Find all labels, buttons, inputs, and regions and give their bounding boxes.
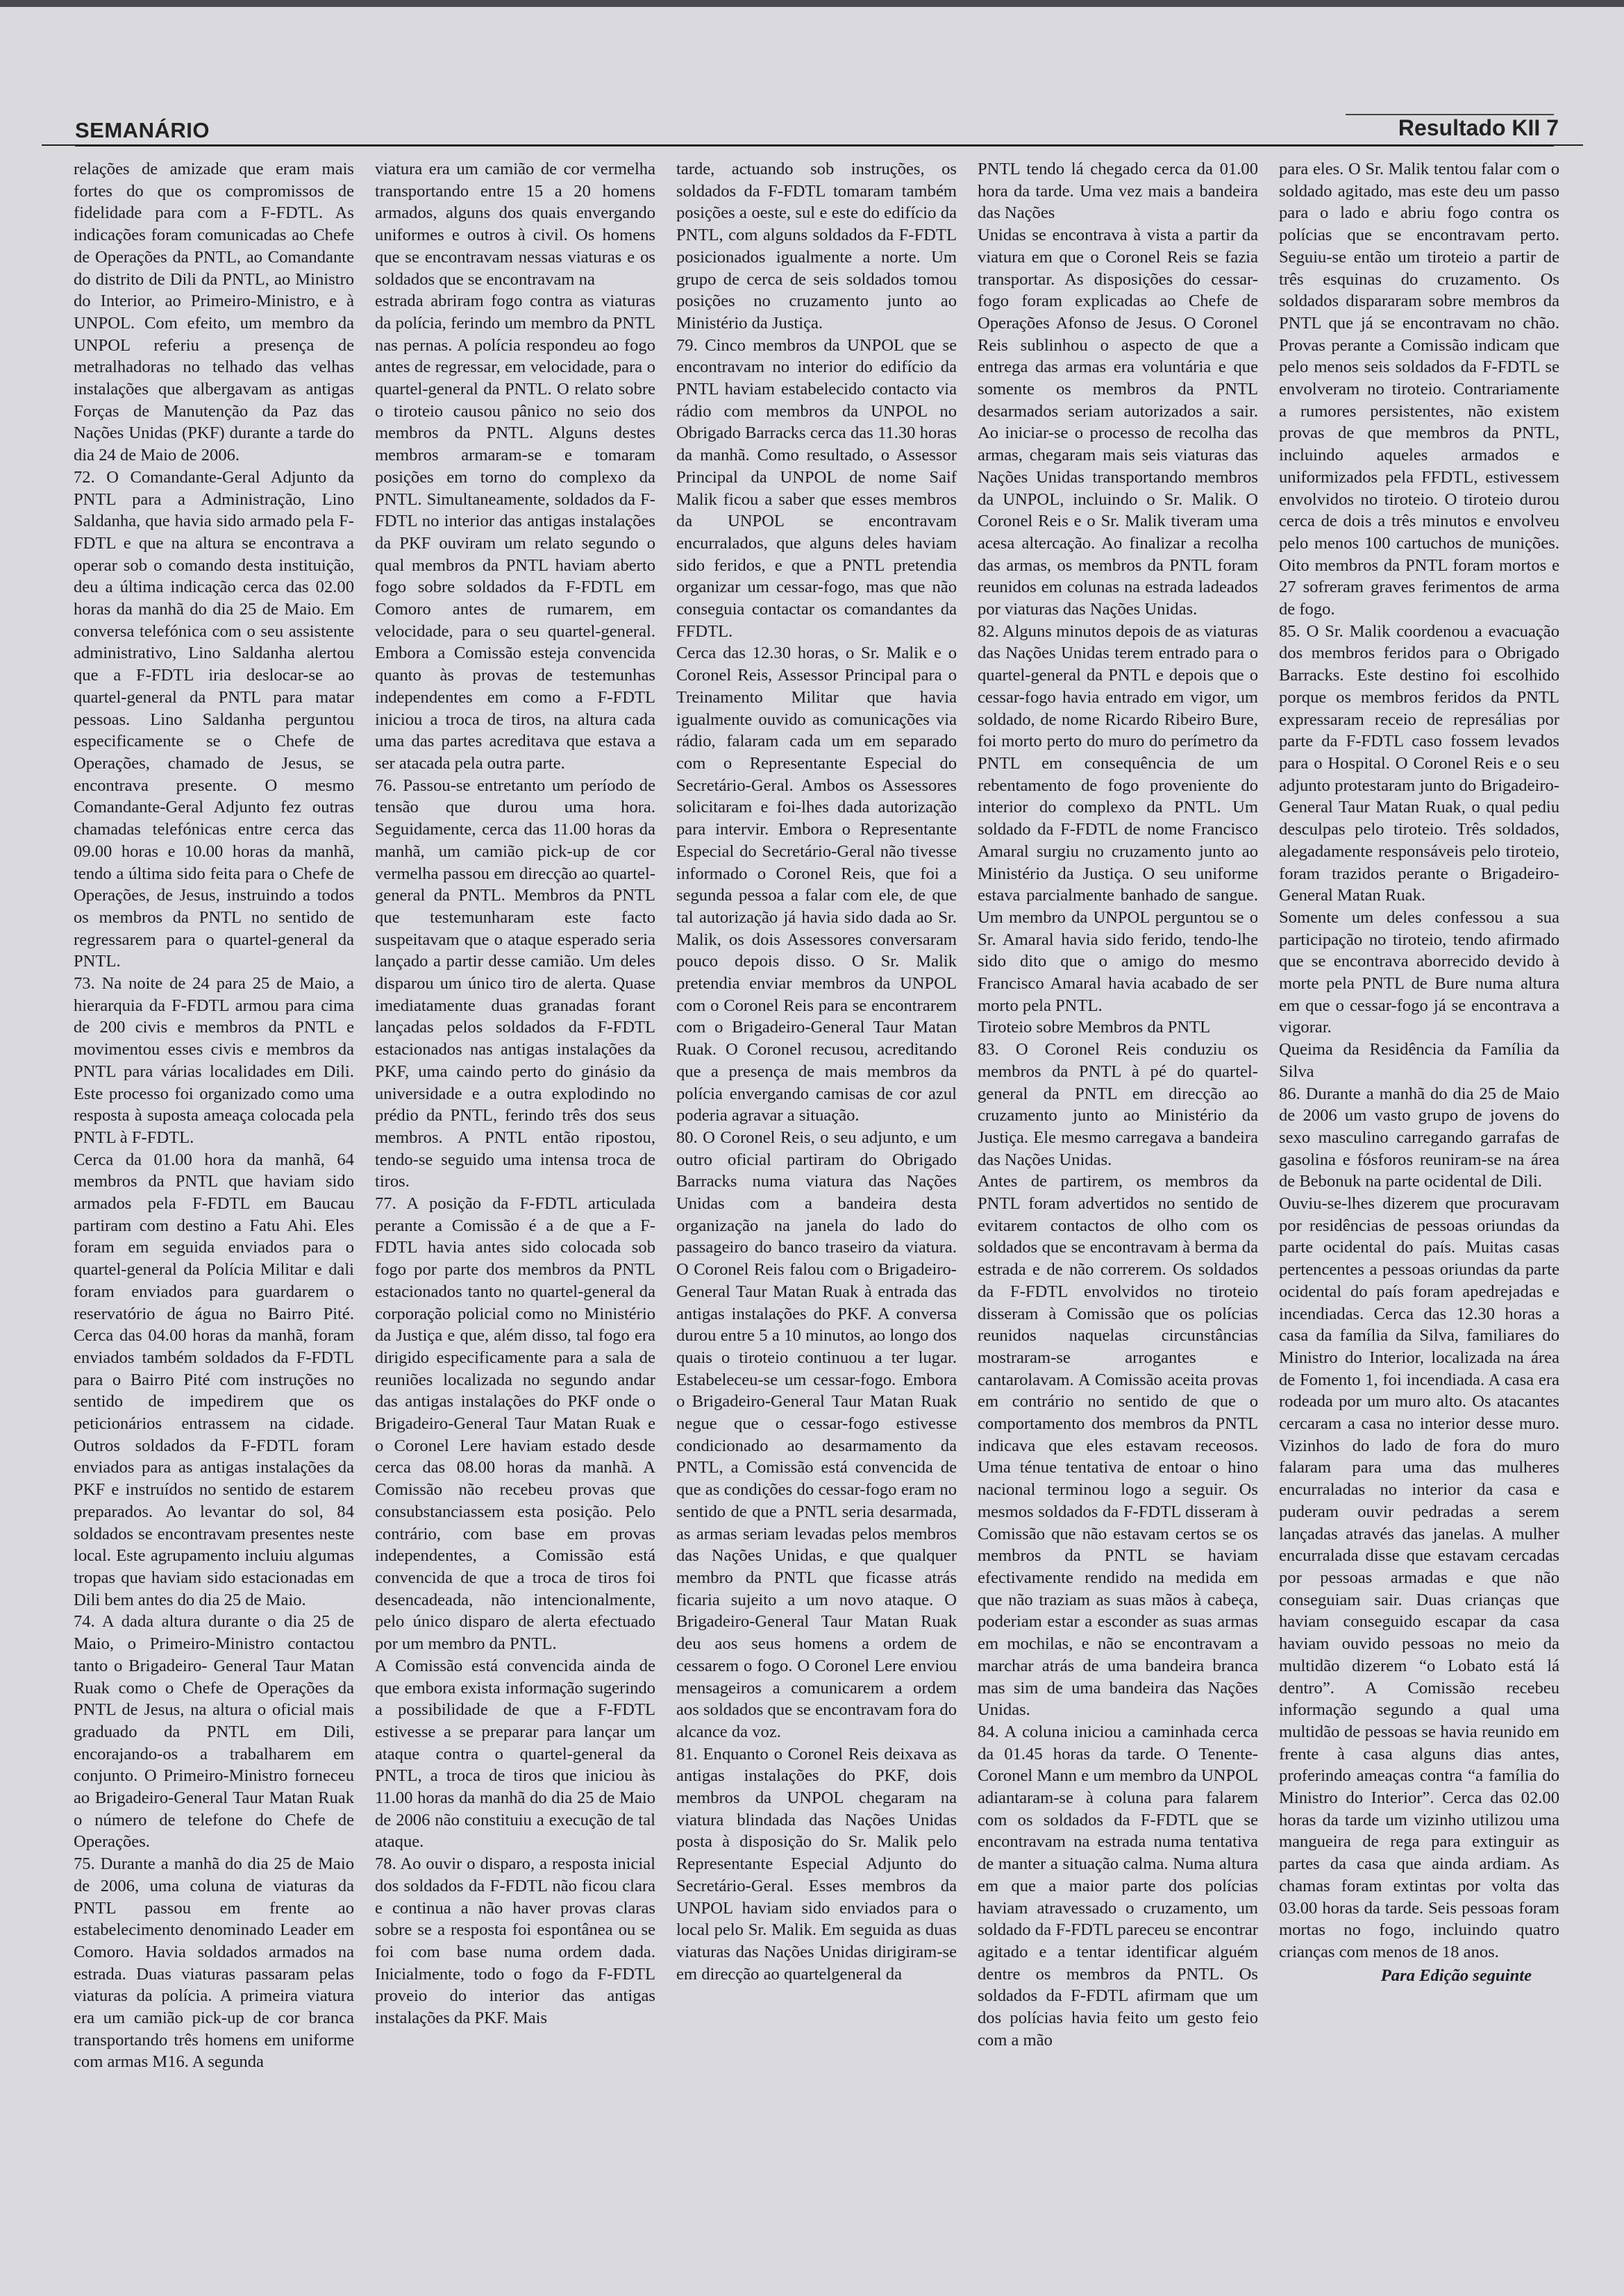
paragraph: 82. Alguns minutos depois de as viaturas das Nações Unidas terem entrado para o quartel-general da PNTL e depois que o cessar-fogo havia entrado em vigor, um soldado, de nome Ricardo Ribeiro Bure, foi morto perto do muro do perímetro da PNTL em consequência de um rebentamento de fogo proveniente do interior do complexo da PNTL. Um soldado da F-FDTL de nome Francisco Amaral surgiu no cruzamento junto ao Ministério da Justiça. O seu uniforme estava parcialmente banhado de sangue. Um membro da UNPOL perguntou se o Sr. Amaral havia sido ferido, tendo-lhe sido dito que o amigo do mesmo Francisco Amaral havia acabado de ser morto pela PNTL. [978,621,1258,1015]
header-rule [75,144,1554,146]
paragraph: 84. A coluna iniciou a caminhada cerca da 01.45 horas da tarde. O Tenente-Coronel Mann e um membro da UNPOL adiantaram-se à coluna para falarem com os soldados da F-FDTL que se encontravam na estrada numa tentativa de manter a situação calma. Numa altura em que a maior parte dos polícias haviam atravessado o cruzamento, um soldado da F-FDTL pareceu se encontrar agitado e a tentar identificar alguém dentre os membros da PNTL. Os soldados da F-FDTL afirmam que um dos polícias havia feito um gesto feio com a mão [978,1722,1258,2050]
paragraph: relações de amizade que eram mais fortes do que os compromissos de fidelidade para com a F-FDTL. As indicações foram comunicadas ao Chefe de Operações da PNTL, ao Comandante do distrito de Dili da PNTL, ao Ministro do Interior, ao Primeiro-Ministro, e à UNPOL. Com efeito, um membro da UNPOL referiu a presença de metralhadoras no telhado das velhas instalações que albergavam as antigas Forças de Manutenção da Paz das Nações Unidas (PKF) durante a tarde do dia 24 de Maio de 2006. [74,160,354,465]
paragraph: 80. O Coronel Reis, o seu adjunto, e um outro oficial partiram do Obrigado Barracks numa viatura das Nações Unidas com a bandeira desta organização na janela do lado do passageiro do banco traseiro da viatura. O Coronel Reis falou com o Brigadeiro-General Taur Matan Ruak à entrada das antigas instalações do PKF. A conversa durou entre 5 a 10 minutos, ao longo dos quais o tiroteio continuou a ter lugar. Estabeleceu-se um cessar-fogo. Embora o Brigadeiro-General Taur Matan Ruak negue que o cessar-fogo estivesse condicionado ao desarmamento da PNTL, a Comissão está convencida de que as condições do cessar-fogo eram no sentido de que a PNTL seria desarmada, as armas seriam levadas pelos membros das Nações Unidas, e que qualquer membro da PNTL que ficasse atrás ficaria sujeito a um novo ataque. O Brigadeiro-General Taur Matan Ruak deu aos seus homens a ordem de cessarem o fogo. O Coronel Lere enviou mensageiros a comunicarem a ordem aos soldados que se encontravam fora do alcance da voz. [676,1128,957,1741]
paragraph: 83. O Coronel Reis conduziu os membros da PNTL à pé do quartel-general da PNTL em direcção ao cruzamento junto ao Ministério da Justiça. Ele mesmo carregava a bandeira das Nações Unidas. [978,1040,1258,1169]
paragraph: 78. Ao ouvir o disparo, a resposta inicial dos soldados da F-FDTL não ficou clara e continua a não haver provas claras sobre se a resposta foi espontânea ou se foi com base numa ordem dada. Inicialmente, todo o fogo da F-FDTL proveio do interior das antigas instalações da PKF. Mais [375,1854,655,2028]
paragraph: Queima da Residência da Família da Silva [1279,1040,1559,1081]
column-3 [676,158,957,2213]
paragraph: Antes de partirem, os membros da PNTL foram advertidos no sentido de evitarem contactos de olho com os soldados que se encontravam à berma da estrada e de não correrem. Os soldados da F-FDTL envolvidos no tiroteio disseram à Comissão que os polícias reunidos naquelas circunstâncias mostraram-se arrogantes e cantarolavam. A Comissão aceita provas em contrário no sentido de que o comportamento dos membros da PNTL indicava que eles estavam receosos. Uma ténue tentativa de entoar o hino nacional terminou logo a seguir. Os mesmos soldados da F-FDTL disseram à Comissão que não estavam certos se os membros da PNTL se haviam efectivamente rendido na medida em que não traziam as suas mãos à cabeça, poderiam estar a esconder as suas armas em mochilas, e não se encontravam a marchar atrás de uma bandeira branca mas sim de uma bandeira das Nações Unidas. [978,1172,1258,1720]
page-header [0,111,1624,160]
paragraph: A Comissão está convencida ainda de que embora exista informação sugerindo a possibilidade de que a F-FDTL estivesse a se preparar para lançar um ataque contra o quartel-general da PNTL, a troca de tiros que iniciou às 11.00 horas da manhã do dia 25 de Maio de 2006 não constituiu a execução de tal ataque. [375,1656,655,1852]
paragraph: tarde, actuando sob instruções, os soldados da F-FDTL tomaram também posições a oeste, sul e este do edifício da PNTL, com alguns soldados da F-FDTL posicionados igualmente a norte. Um grupo de cerca de seis soldados tomou posições no cruzamento junto ao Ministério da Justiça. [676,160,957,333]
header-rule-left [42,144,75,146]
paragraph: estrada abriram fogo contra as viaturas da polícia, ferindo um membro da PNTL nas pernas. A polícia respondeu ao fogo antes de regressar, em velocidade, para o quartel-general da PNTL. O relato sobre o tiroteio causou pânico no seio dos membros da PNTL. Alguns destes membros armaram-se e tomaram posições em torno do complexo da PNTL. Simultaneamente, soldados da F-FDTL no interior das antigas instalações da PKF ouviram um relato segundo o qual membros da PNTL haviam aberto fogo sobre soldados da F-FDTL em Comoro antes de rumarem, em velocidade, para o seu quartel-general. Embora a Comissão esteja convencida quanto às provas de testemunhas independentes em como a F-FDTL iniciou a troca de tiros, na altura cada uma das partes acreditava que estava a ser atacada pela outra parte. [375,292,655,773]
paragraph: 76. Passou-se entretanto um período de tensão que durou uma hora. Seguidamente, cerca das 11.00 horas da manhã, um camião pick-up de cor vermelha passou em direcção ao quartel-general da PNTL. Membros da PNTL que testemunharam este facto suspeitavam que o ataque esperado seria lançado a partir desse camião. Um deles disparou um único tiro de alerta. Quase imediatamente duas granadas forant lançadas pelos soldados da F-FDTL estacionados nas antigas instalações da PKF, uma caindo perto do ginásio da universidade e a outra explodindo no prédio da PNTL, ferindo três dos seus membros. A PNTL então ripostou, tendo-se seguido uma intensa troca de tiros. [375,776,655,1191]
paragraph: Unidas se encontrava à vista a partir da viatura em que o Coronel Reis se fazia transportar. As disposições do cessar-fogo foram explicadas ao Chefe de Operações Afonso de Jesus. O Coronel Reis sublinhou o aspecto de que a entrega das armas era voluntária e que somente os membros da PNTL desarmados seriam autorizados a sair. Ao iniciar-se o processo de recolha das armas, chegaram mais seis viaturas das Nações Unidas transportando membros da UNPOL, incluindo o Sr. Malik. O Coronel Reis e o Sr. Malik tiveram uma acesa altercação. Ao finalizar a recolha das armas, os membros da PNTL foram reunidos em colunas na estrada ladeados por viaturas das Nações Unidas. [978,226,1258,619]
paragraph: 79. Cinco membros da UNPOL que se encontravam no interior do edifício da PNTL haviam estabelecido contacto via rádio com membros da UNPOL no Obrigado Barracks cerca das 11.30 horas da manhã. Como resultado, o Assessor Principal da UNPOL de nome Saif Malik ficou a saber que esses membros da UNPOL se encontravam encurralados, que alguns deles haviam sido feridos, e que a PNTL pretendia organizar um cessar-fogo, mas que não conseguia contactar os comandantes da FFDTL. [676,335,957,641]
section-name: SEMANÁRIO [75,118,210,142]
paragraph: 86. Durante a manhã do dia 25 de Maio de 2006 um vasto grupo de jovens do sexo masculino carregando garrafas de gasolina e fósforos reuniram-se na área de Bebonuk na parte ocidental de Dili. [1279,1084,1559,1191]
article-columns [74,158,1561,2213]
paragraph: para eles. O Sr. Malik tentou falar com o soldado agitado, mas este deu um passo para o lado e abriu fogo contra os polícias que se encontravam perto. Seguiu-se então um tiroteio a partir de três esquinas do cruzamento. Os soldados dispararam sobre membros da PNTL que já se encontravam no chão. Provas perante a Comissão indicam que pelo menos seis soldados da F-FDTL se envolveram no tiroteio. Contrariamente a rumores persistentes, não existem provas de que membros da PNTL, incluindo aqueles armados e uniformizados pela FFDTL, estivessem envolvidos no tiroteio. O tiroteio durou cerca de dois a três minutos e envolveu pelo menos 100 cartuchos de munições. Oito membros da PNTL foram mortos e 27 sofreram graves ferimentos de arma de fogo. [1279,160,1559,619]
header-rule-right [1554,144,1583,146]
paragraph: 73. Na noite de 24 para 25 de Maio, a hierarquia da F-FDTL armou para cima de 200 civis e membros da PNTL e movimentou esses civis e membros da PNTL para várias localidades em Dili. Este processo foi organizado como uma resposta à suposta ameaça colocada pela PNTL à F-FDTL. [74,974,354,1147]
paragraph: Cerca das 12.30 horas, o Sr. Malik e o Coronel Reis, Assessor Principal para o Treinamento Militar que havia igualmente ouvido as comunicações via rádio, falaram cada um em separado com o Representante Especial do Secretário-Geral. Ambos os Assessores solicitaram e foi-lhes dada autorização para intervir. Embora o Representante Especial do Secretário-Geral não tivesse informado o Coronel Reis, que foi a segunda pessoa a falar com ele, de que tal autorização já havia sido dada ao Sr. Malik, os dois Assessores conversaram pouco depois disso. O Sr. Malik pretendia enviar membros da UNPOL com o Coronel Reis para se encontrarem com o Brigadeiro-General Taur Matan Ruak. O Coronel recusou, acreditando que a presença de mais membros da polícia envergando camisas de cor azul poderia agravar a situação. [676,644,957,1125]
column-1 [74,158,354,2213]
paragraph: Cerca da 01.00 hora da manhã, 64 membros da PNTL que haviam sido armados pela F-FDTL em Baucau partiram com destino a Fatu Ahi. Eles foram em seguida enviados para o quartel-general da Polícia Militar e dali foram enviados para guardarem o reservatório de água no Bairro Pité. Cerca das 04.00 horas da manhã, foram enviados também soldados da F-FDTL para o Bairro Pité com instruções no sentido de impedirem que os peticionários entrassem na cidade. Outros soldados da F-FDTL foram enviados para as antigas instalações da PKF e instruídos no sentido de estarem preparados. Ao levantar do sol, 84 soldados se encontravam presentes neste local. Este agrupamento incluiu algumas tropas que haviam sido estacionadas em Dili bem antes do dia 25 de Maio. [74,1150,354,1609]
scan-top-edge [0,0,1624,7]
paragraph: 85. O Sr. Malik coordenou a evacuação dos membros feridos para o Obrigado Barracks. Este destino foi escolhido porque os membros feridos da PNTL expressaram receio de represálias por parte da F-FDTL caso fossem levados para o Hospital. O Coronel Reis e o seu adjunto protestaram junto do Brigadeiro-General Taur Matan Ruak, o qual pediu desculpas pelo tiroteio. Três soldados, alegadamente responsáveis pelo tiroteio, foram trazidos perante o Brigadeiro-General Matan Ruak. [1279,621,1559,905]
column-4 [978,158,1258,2213]
paragraph: Ouviu-se-lhes dizerem que procuravam por residências de pessoas oriundas da parte ocidental do país. Muitas casas pertencentes a pessoas oriundas da parte ocidental do país foram apedrejadas e incendiadas. Cerca das 12.30 horas a casa da família da Silva, familiares do Ministro do Interior, localizada na área de Fomento 1, foi incendiada. A casa era rodeada por um muro alto. Os atacantes cercaram a casa no interior desse muro. Vizinhos do lado de fora do muro falaram para uma das mulheres encurraladas no interior da casa e puderam ouvir pedradas a serem lançadas através das janelas. A mulher encurralada disse que estavam cercadas por pessoas armadas e que não conseguiam sair. Duas crianças que haviam conseguido escapar da casa haviam ouvido pessoas no meio da multidão dizerem “o Lobato está lá dentro”. A Comissão recebeu informação segundo a qual uma multidão de pessoas se havia reunido em frente à casa alguns dias antes, proferindo ameaças contra “a família do Ministro do Interior”. Cerca das 02.00 horas da tarde um vizinho utilizou uma mangueira de rega para extinguir as partes da casa que ainda ardiam. As chamas foram extintas por volta das 03.00 horas da tarde. Seis pessoas foram mortas no fogo, incluindo quatro crianças com menos de 18 anos. [1279,1194,1559,1961]
column-5 [1279,158,1559,2213]
paragraph: 74. A dada altura durante o dia 25 de Maio, o Primeiro-Ministro contactou tanto o Brigadeiro- General Taur Matan Ruak como o Chefe de Operações da PNTL de Jesus, na altura o oficial mais graduado da PNTL em Dili, encorajando-os a trabalharem em conjunto. O Primeiro-Ministro forneceu ao Brigadeiro-General Taur Matan Ruak o número de telefone do Chefe de Operações. [74,1612,354,1852]
paragraph: 81. Enquanto o Coronel Reis deixava as antigas instalações do PKF, dois membros da UNPOL chegaram na viatura blindada das Nações Unidas posta à disposição do Sr. Malik pelo Representante Especial Adjunto do Secretário-Geral. Esses membros da UNPOL haviam sido enviados para o local pelo Sr. Malik. Em seguida as duas viaturas das Nações Unidas dirigiram-se em direcção ao quartelgeneral da [676,1744,957,1984]
continued-note: Para Edição seguinte [1380,1966,1532,1985]
paragraph: Somente um deles confessou a sua participação no tiroteio, tendo afirmado que se encontrava aborrecido devido à morte pela PNTL de Bure numa altura em que o cessar-fogo já se encontrava a vigorar. [1279,907,1559,1037]
paragraph: PNTL tendo lá chegado cerca da 01.00 hora da tarde. Uma vez mais a bandeira das Nações [978,160,1258,223]
page-label: Resultado KII 7 [1398,115,1559,140]
paragraph: Tiroteio sobre Membros da PNTL [978,1018,1211,1037]
paragraph: 72. O Comandante-Geral Adjunto da PNTL para a Administração, Lino Saldanha, que havia sido armado pela F-FDTL e que na altura se encontrava a operar sob o comando desta instituição, deu a última indicação cerca das 02.00 horas da manhã do dia 25 de Maio. Em conversa telefónica com o seu assistente administrativo, Lino Saldanha alertou que a F-FDTL iria deslocar-se ao quartel-general da PNTL para matar pessoas. Lino Saldanha perguntou especificamente se o Chefe de Operações, chamado de Jesus, se encontrava presente. O mesmo Comandante-Geral Adjunto fez outras chamadas telefónicas entre cerca das 09.00 horas e 10.00 horas da manhã, tendo a última sido feita para o Chefe de Operações, de Jesus, instruindo a todos os membros da PNTL no sentido de regressarem para o quartel-general da PNTL. [74,467,354,971]
paragraph: 77. A posição da F-FDTL articulada perante a Comissão é a de que a F-FDTL havia antes sido colocada sob fogo por parte dos membros da PNTL estacionados tanto no quartel-general da corporação policial como no Ministério da Justiça e que, além disso, tal fogo era dirigido especificamente para a sala de reuniões localizada no segundo andar das antigas instalações do PKF onde o Brigadeiro-General Taur Matan Ruak e o Coronel Lere haviam estado desde cerca das 08.00 horas da manhã. A Comissão não recebeu provas que consubstanciassem esta posição. Pelo contrário, com base em provas independentes, a Comissão está convencida de que a troca de tiros foi desencadeada, não intencionalmente, pelo único disparo de alerta efectuado por um membro da PNTL. [375,1194,655,1654]
column-2 [375,158,655,2213]
paragraph: viatura era um camião de cor vermelha transportando entre 15 a 20 homens armados, alguns dos quais envergando uniformes e outros à civil. Os homens que se encontravam nessas viaturas e os soldados que se encontravam na [375,160,655,289]
paragraph: 75. Durante a manhã do dia 25 de Maio de 2006, uma coluna de viaturas da PNTL passou em frente ao estabelecimento denominado Leader em Comoro. Havia soldados armados na estrada. Duas viaturas passaram pelas viaturas da polícia. A primeira viatura era um camião pick-up de cor branca transportando três homens em uniforme com armas M16. A segunda [74,1854,354,2072]
